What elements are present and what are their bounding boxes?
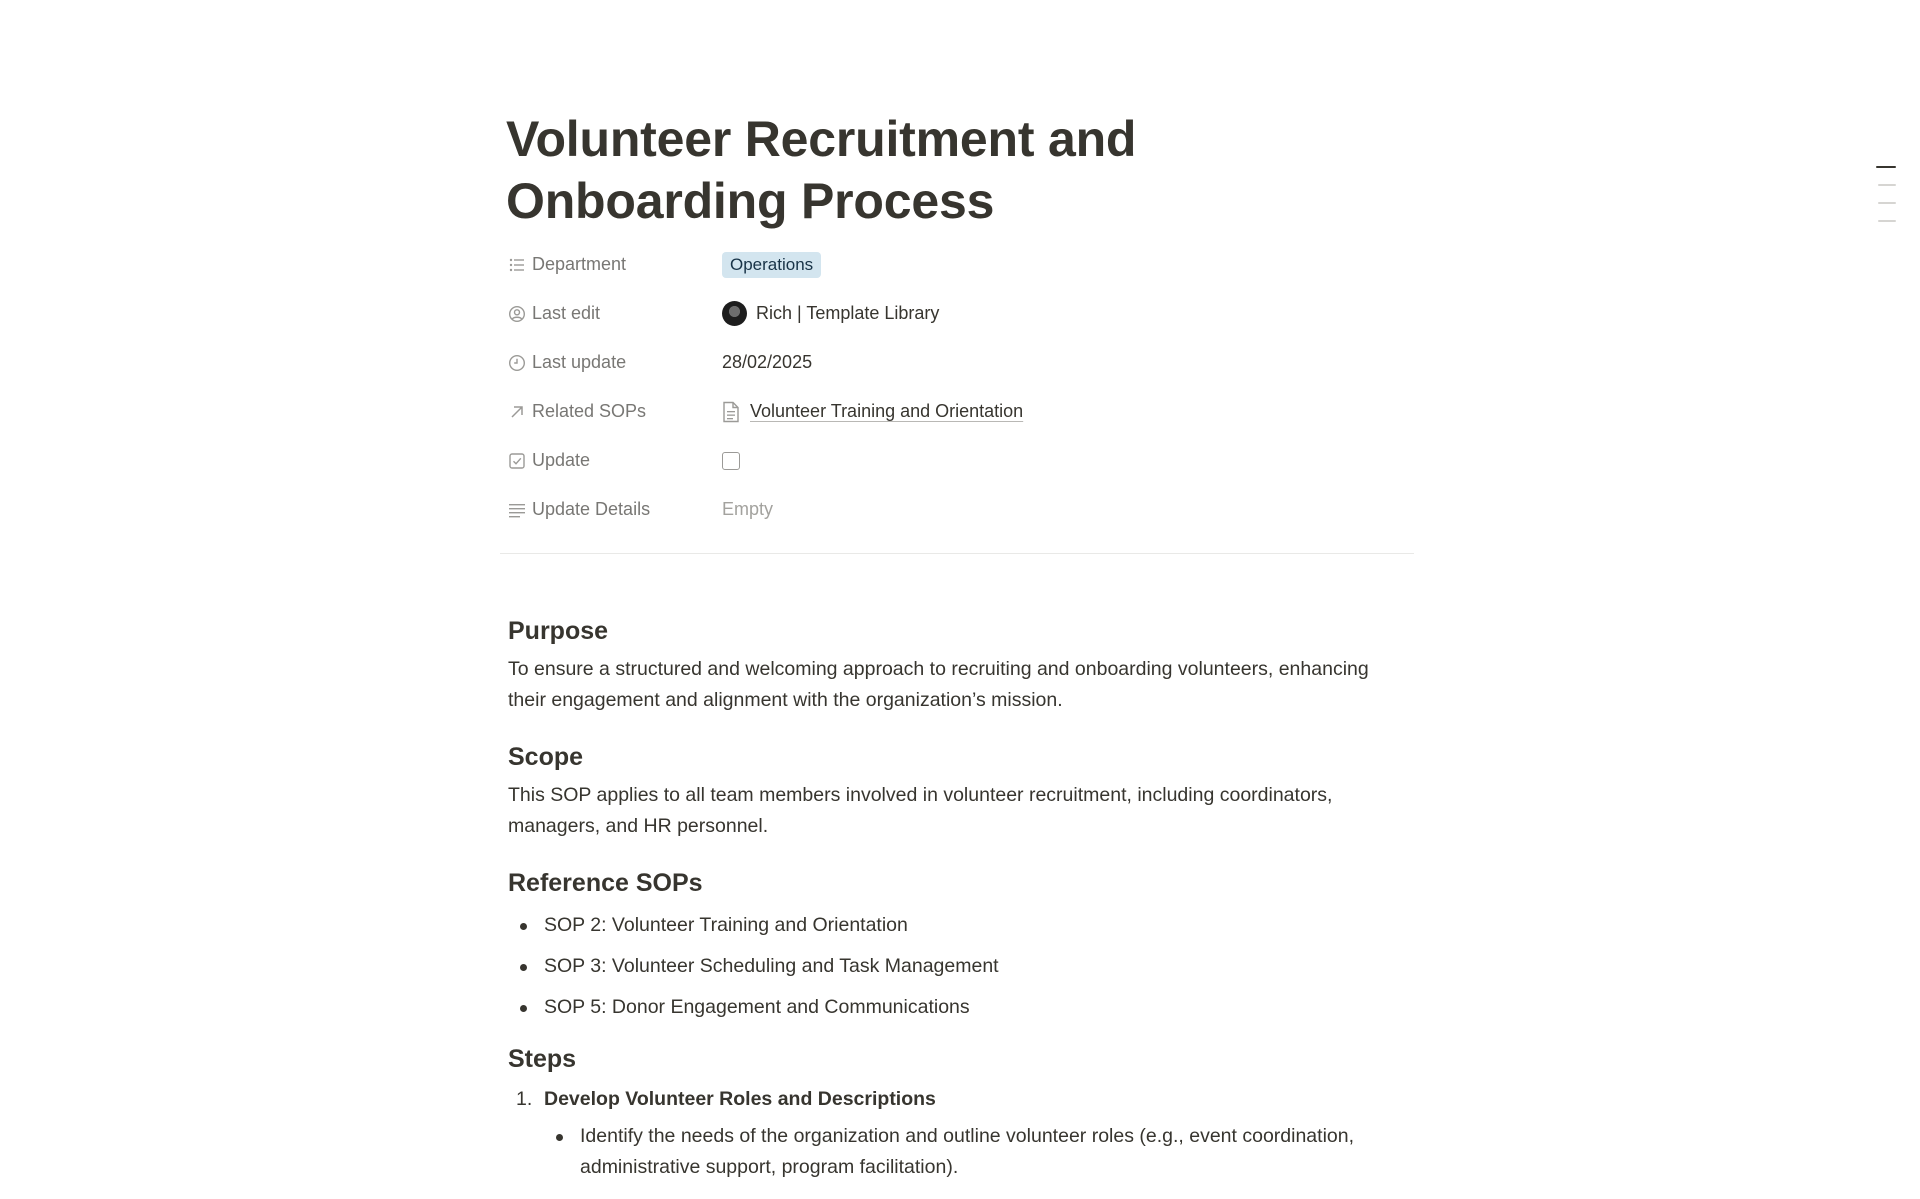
property-last-update[interactable] <box>506 338 1414 387</box>
property-label <box>506 303 722 325</box>
property-value[interactable] <box>722 452 740 470</box>
property-update-details[interactable] <box>506 485 1414 534</box>
arrow-up-right-icon <box>506 401 528 423</box>
properties-panel <box>506 240 1414 534</box>
list-item[interactable]: SOP 3: Volunteer Scheduling and Task Management <box>508 946 1408 987</box>
property-related-sops[interactable] <box>506 387 1414 436</box>
scope-heading[interactable]: Scope <box>508 743 584 771</box>
toc-item-reference-sops[interactable] <box>1878 202 1896 204</box>
scope-section <box>508 738 1408 842</box>
list-item[interactable]: SOP 2: Volunteer Training and Orientation <box>508 905 1408 946</box>
reference-sops-section <box>508 864 1408 1028</box>
related-sop-link[interactable]: Volunteer Training and Orientation <box>750 401 1024 421</box>
steps-heading[interactable]: Steps <box>508 1045 577 1073</box>
step-bullets <box>544 1121 1408 1183</box>
property-last-edit[interactable] <box>506 289 1414 338</box>
text-lines-icon <box>506 499 528 521</box>
list-item[interactable]: Identify the needs of the organization and outline volunteer roles (e.g., event coordination, administrative support, program facilitation). <box>544 1121 1408 1183</box>
purpose-heading[interactable]: Purpose <box>508 617 609 645</box>
table-of-contents[interactable] <box>1876 166 1898 238</box>
checkbox-icon <box>506 450 528 472</box>
property-department[interactable] <box>506 240 1414 289</box>
reference-sops-list <box>508 905 1408 1028</box>
property-value[interactable] <box>722 252 821 278</box>
page-header <box>506 108 1414 534</box>
last-edit-label: Last edit <box>532 303 601 323</box>
scope-text[interactable]: This SOP applies to all team members involved in volunteer recruitment, including coordinators, managers, and HR personnel. <box>508 784 1333 837</box>
department-label: Department <box>532 254 627 274</box>
update-checkbox[interactable] <box>722 452 740 470</box>
purpose-text[interactable]: To ensure a structured and welcoming approach to recruiting and onboarding volunteers, enhancing their engagement and alignment with the organization’s mission. <box>508 658 1369 711</box>
list-item[interactable]: SOP 5: Donor Engagement and Communications <box>508 987 1408 1028</box>
property-update[interactable] <box>506 436 1414 485</box>
page-body <box>508 612 1408 1199</box>
toc-item-scope[interactable] <box>1878 184 1896 186</box>
page-title[interactable]: Volunteer Recruitment and Onboarding Process <box>506 111 1137 229</box>
update-details-value[interactable]: Empty <box>722 499 774 519</box>
toc-item-purpose[interactable] <box>1876 166 1896 168</box>
property-label <box>506 450 722 472</box>
person-circle-icon <box>506 303 528 325</box>
steps-section <box>508 1040 1408 1183</box>
property-value[interactable] <box>722 352 812 373</box>
property-label <box>506 352 722 374</box>
list-icon <box>506 254 528 276</box>
document-icon <box>722 401 740 423</box>
property-label <box>506 401 722 423</box>
update-label: Update <box>532 450 591 470</box>
update-details-label: Update Details <box>532 499 651 519</box>
purpose-section <box>508 612 1408 716</box>
property-value[interactable] <box>722 499 773 520</box>
property-value[interactable] <box>722 301 939 326</box>
property-label <box>506 499 722 521</box>
step-number: 1. <box>516 1088 533 1110</box>
clock-icon <box>506 352 528 374</box>
toc-item-steps[interactable] <box>1878 220 1896 222</box>
last-edit-user[interactable]: Rich | Template Library <box>756 303 940 323</box>
divider <box>500 553 1414 554</box>
department-tag[interactable]: Operations <box>722 252 821 278</box>
reference-sops-heading[interactable]: Reference SOPs <box>508 869 703 897</box>
last-update-label: Last update <box>532 352 627 372</box>
last-update-date[interactable]: 28/02/2025 <box>722 352 813 372</box>
property-value[interactable] <box>722 401 1023 423</box>
avatar <box>722 301 747 326</box>
related-sops-label: Related SOPs <box>532 401 647 421</box>
property-label <box>506 254 722 276</box>
step-item[interactable] <box>508 1084 1408 1115</box>
step-title[interactable]: Develop Volunteer Roles and Descriptions <box>544 1088 936 1110</box>
